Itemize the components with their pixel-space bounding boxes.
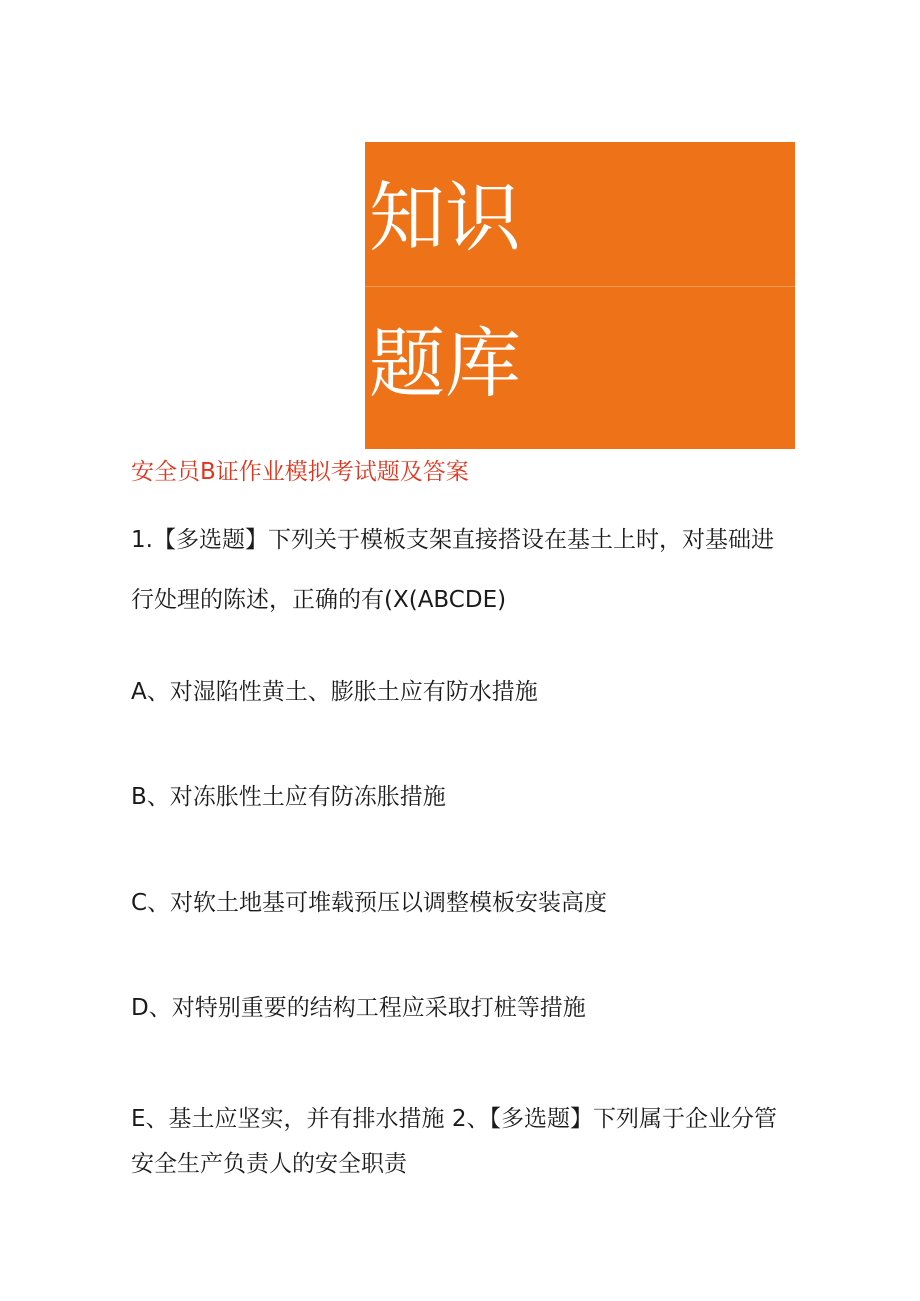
- cover-block: [365, 142, 795, 449]
- option-b: B、对冻胀性土应有防冻胀措施: [131, 784, 446, 810]
- option-c: C、对软土地基可堆载预压以调整模板安装高度: [131, 890, 608, 916]
- option-e: E、基土应坚实，并有排水措施 2、【多选题】下列属于企业分管安全生产负责人的安全职责: [131, 1106, 777, 1177]
- cover-divider: [365, 286, 795, 287]
- cover-title-line-2: 题库: [369, 319, 521, 408]
- option-d: D、对特别重要的结构工程应采取打桩等措施: [131, 995, 586, 1021]
- option-a: A、对湿陷性黄土、膨胀土应有防水措施: [131, 679, 538, 705]
- question-1-stem: 1.【多选题】下列关于模板支架直接搭设在基土上时，对基础进行处理的陈述，正确的有(X(ABCDE): [131, 527, 774, 613]
- cover-title-line-1: 知识: [369, 173, 521, 262]
- document-title: 安全员B证作业模拟考试题及答案: [131, 459, 469, 485]
